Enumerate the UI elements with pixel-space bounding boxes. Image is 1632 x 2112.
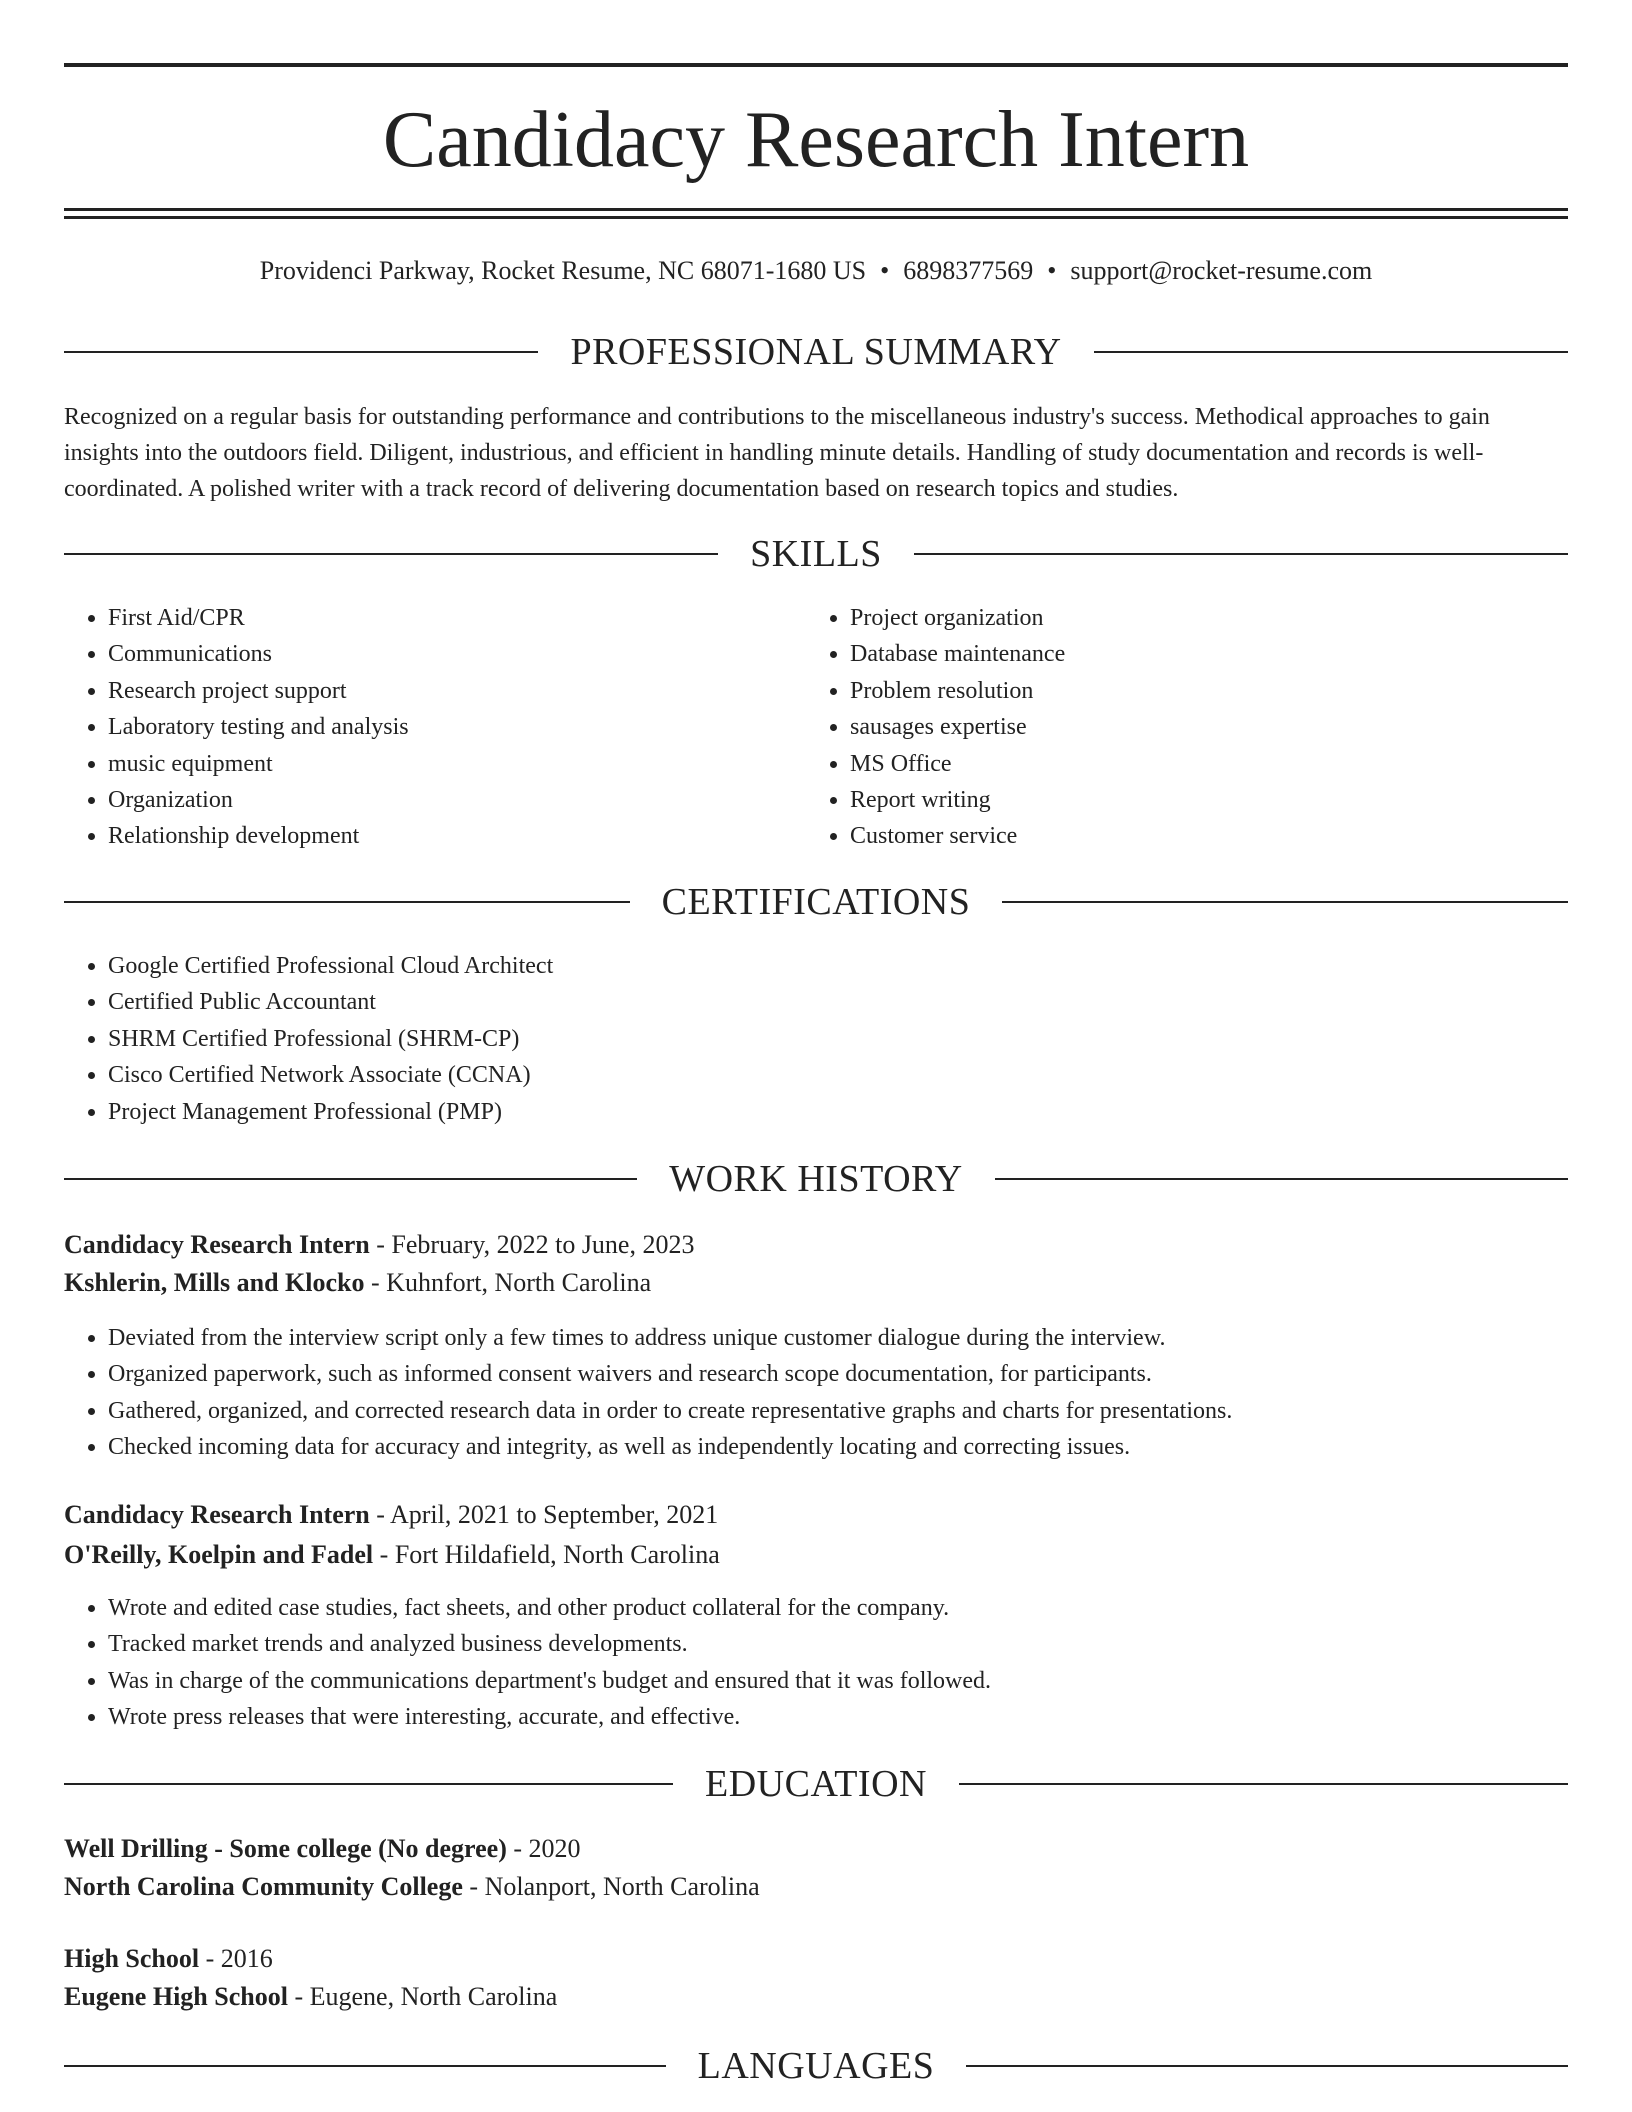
- list-item: • Google Certified Professional Cloud Architect: [108, 948, 1508, 984]
- summary-line: insights into the outdoors field. Diligent, industrious, and efficient in handling minute details. Handling of study documentation and records is well-: [64, 440, 1484, 466]
- heading-rule: [914, 553, 1568, 555]
- job-bullets: [64, 1590, 1558, 1736]
- section-heading-skills: [64, 532, 1568, 576]
- heading-rule: [966, 2065, 1568, 2067]
- job-company-line: [64, 1537, 1568, 1573]
- education-school: North Carolina Community College: [64, 1872, 463, 1901]
- section-heading-summary: [64, 330, 1568, 374]
- job-company: O'Reilly, Koelpin and Fadel: [64, 1540, 374, 1569]
- education-school-line: [64, 1979, 1568, 2015]
- education-location: Nolanport, North Carolina: [484, 1872, 760, 1901]
- list-item: • Checked incoming data for accuracy and integrity, as well as independently locating and correcting issues.: [108, 1429, 1558, 1465]
- list-item: • Laboratory testing and analysis: [108, 709, 808, 745]
- education-school-line: [64, 1869, 1568, 1905]
- heading-rule: [64, 1783, 673, 1785]
- list-item: • Was in charge of the communications department's budget and ensured that it was followed.: [108, 1663, 1558, 1699]
- contact-line: [64, 254, 1568, 288]
- section-title: EDUCATION: [705, 1763, 927, 1805]
- dash: -: [376, 1230, 385, 1259]
- education-year: 2020: [528, 1834, 581, 1863]
- list-item: • Wrote and edited case studies, fact sheets, and other product collateral for the company.: [108, 1590, 1558, 1626]
- education-location: Eugene, North Carolina: [309, 1982, 558, 2011]
- dash: -: [513, 1834, 523, 1863]
- heading-rule: [995, 1178, 1568, 1180]
- list-item: • First Aid/CPR: [108, 600, 808, 636]
- list-item: • Project Management Professional (PMP): [108, 1094, 1508, 1130]
- heading-rule: [64, 2065, 666, 2067]
- contact-phone[interactable]: 6898377569: [903, 256, 1034, 285]
- dash: -: [294, 1982, 304, 2011]
- contact-separator: •: [880, 256, 890, 285]
- list-item: • Organized paperwork, such as informed consent waivers and research scope documentation, for participants.: [108, 1356, 1558, 1392]
- section-title: WORK HISTORY: [669, 1158, 963, 1200]
- list-item: • Gathered, organized, and corrected research data in order to create representative graphs and charts for presentations.: [108, 1393, 1558, 1429]
- contact-separator: •: [1047, 256, 1057, 285]
- summary-line: Recognized on a regular basis for outstanding performance and contributions to the miscellaneous industry's success. Methodical approaches to gain: [64, 404, 1490, 430]
- section-heading-education: [64, 1762, 1568, 1806]
- list-item: • music equipment: [108, 746, 808, 782]
- dash: -: [205, 1944, 215, 1973]
- education-year: 2016: [220, 1944, 273, 1973]
- education-degree: Well Drilling - Some college (No degree): [64, 1834, 507, 1863]
- list-item: • Organization: [108, 782, 808, 818]
- section-heading-languages: [64, 2044, 1568, 2088]
- job-dates: February, 2022 to June, 2023: [391, 1230, 695, 1259]
- summary-paragraph: [64, 399, 1568, 507]
- list-item: • Communications: [108, 636, 808, 672]
- heading-rule: [64, 553, 718, 555]
- list-item: • Tracked market trends and analyzed business developments.: [108, 1626, 1558, 1662]
- list-item: • Cisco Certified Network Associate (CCNA): [108, 1057, 1508, 1093]
- dash: -: [371, 1268, 380, 1297]
- job-company: Kshlerin, Mills and Klocko: [64, 1268, 365, 1297]
- job-title-line: [64, 1227, 1568, 1263]
- job-title-line: [64, 1497, 1568, 1533]
- heading-rule: [64, 351, 538, 353]
- job-location: Fort Hildafield, North Carolina: [394, 1540, 720, 1569]
- list-item: • Problem resolution: [850, 673, 1550, 709]
- section-title: CERTIFICATIONS: [661, 881, 971, 923]
- list-item: • MS Office: [850, 746, 1550, 782]
- dash: -: [376, 1500, 385, 1529]
- section-title: LANGUAGES: [697, 2045, 935, 2087]
- skills-list-right: [806, 600, 1550, 855]
- title-rule-lower: [64, 216, 1568, 219]
- top-rule: [64, 63, 1568, 67]
- contact-address: Providenci Parkway, Rocket Resume, NC 68071-1680 US: [259, 256, 867, 285]
- heading-rule: [1002, 901, 1568, 903]
- job-location: Kuhnfort, North Carolina: [386, 1268, 652, 1297]
- job-role: Candidacy Research Intern: [64, 1230, 370, 1259]
- dash: -: [469, 1872, 479, 1901]
- list-item: • Report writing: [850, 782, 1550, 818]
- summary-line: coordinated. A polished writer with a track record of delivering documentation based on research topics and studies.: [64, 476, 1179, 502]
- section-title: PROFESSIONAL SUMMARY: [570, 331, 1062, 373]
- list-item: • Relationship development: [108, 818, 808, 854]
- list-item: • Research project support: [108, 673, 808, 709]
- job-dates: April, 2021 to September, 2021: [390, 1500, 719, 1529]
- section-heading-work-history: [64, 1157, 1568, 1201]
- heading-rule: [1094, 351, 1568, 353]
- section-heading-certifications: [64, 880, 1568, 924]
- list-item: • Database maintenance: [850, 636, 1550, 672]
- heading-rule: [64, 901, 630, 903]
- education-degree-line: [64, 1831, 1568, 1867]
- list-item: • SHRM Certified Professional (SHRM-CP): [108, 1021, 1508, 1057]
- heading-rule: [64, 1178, 637, 1180]
- job-bullets: [64, 1320, 1558, 1466]
- title-rule-upper: [64, 208, 1568, 211]
- job-company-line: [64, 1265, 1568, 1301]
- dash: -: [379, 1540, 389, 1569]
- list-item: • Deviated from the interview script only a few times to address unique customer dialogue during the interview.: [108, 1320, 1558, 1356]
- list-item: • Customer service: [850, 818, 1550, 854]
- education-degree: High School: [64, 1944, 200, 1973]
- education-school: Eugene High School: [64, 1982, 288, 2011]
- list-item: • Wrote press releases that were interesting, accurate, and effective.: [108, 1699, 1558, 1735]
- contact-email[interactable]: support@rocket-resume.com: [1070, 256, 1373, 285]
- education-degree-line: [64, 1941, 1568, 1977]
- list-item: • sausages expertise: [850, 709, 1550, 745]
- list-item: • Certified Public Accountant: [108, 984, 1508, 1020]
- skills-list-left: [64, 600, 808, 855]
- job-role: Candidacy Research Intern: [64, 1500, 370, 1529]
- section-title: SKILLS: [750, 533, 882, 575]
- certifications-list: [64, 948, 1508, 1130]
- heading-rule: [959, 1783, 1568, 1785]
- list-item: • Project organization: [850, 600, 1550, 636]
- page-title: Candidacy Research Intern: [382, 96, 1250, 184]
